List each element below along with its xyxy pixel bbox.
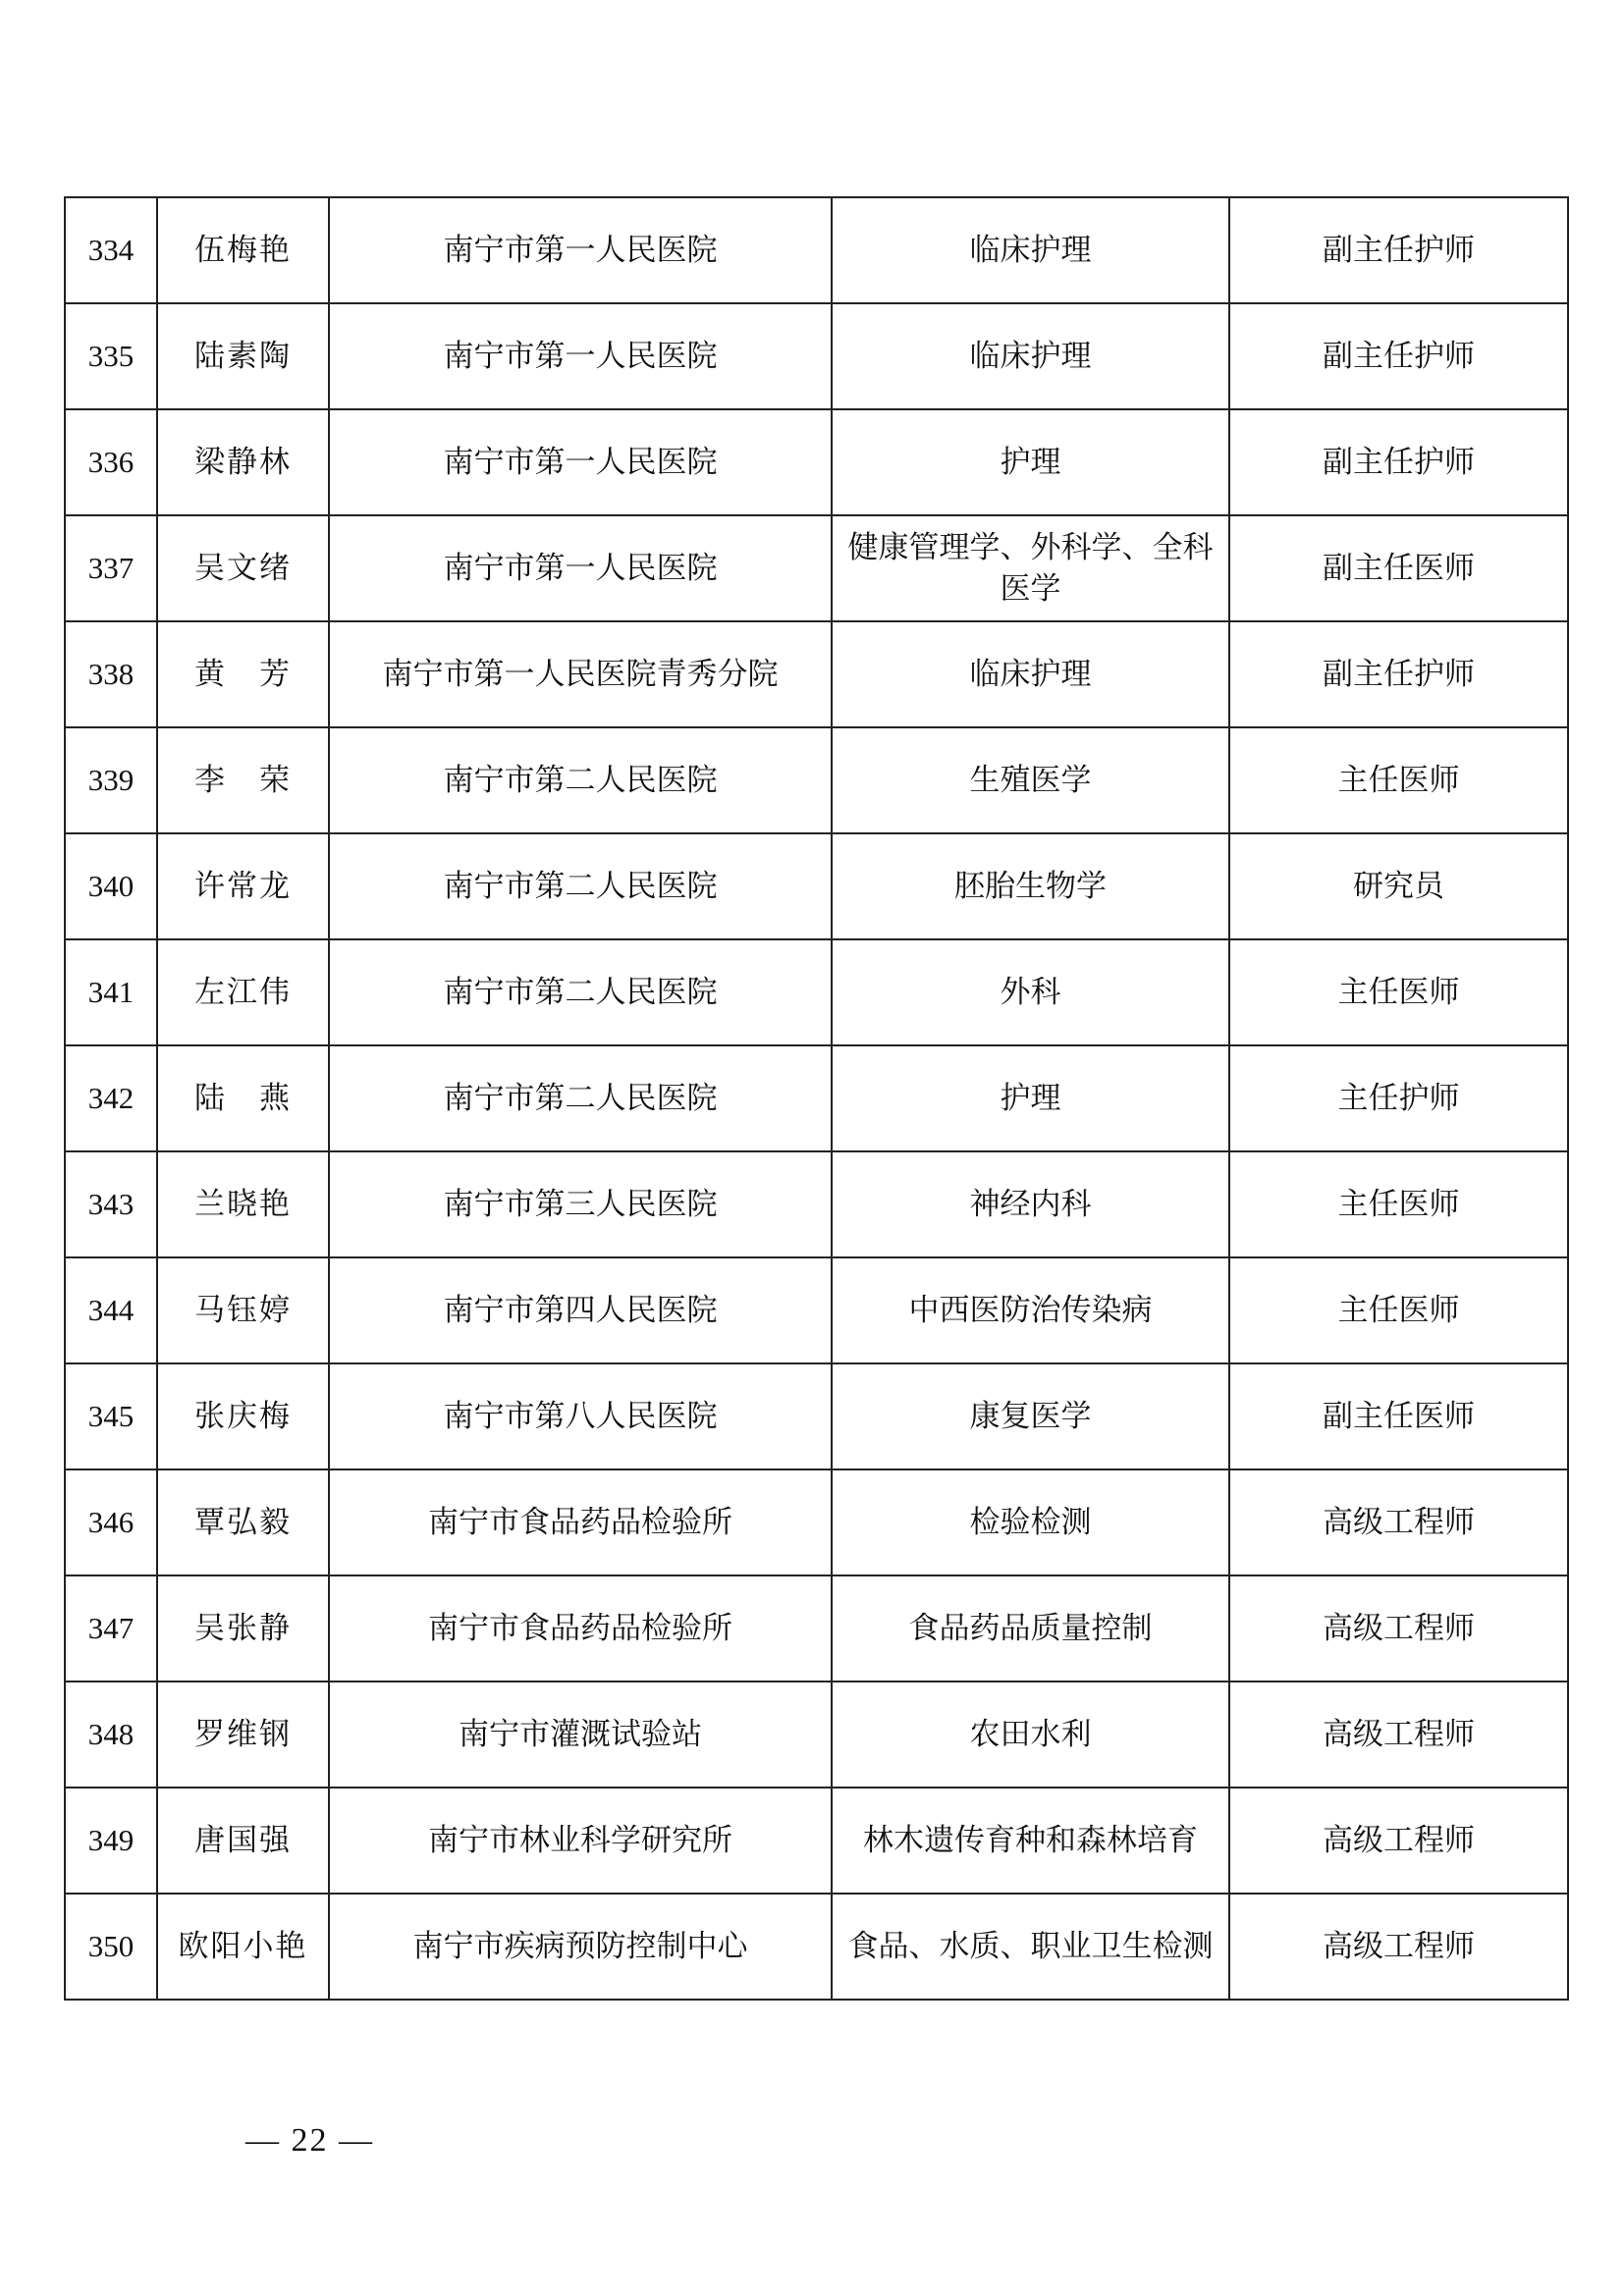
unit-cell: 南宁市食品药品检验所: [329, 1575, 832, 1682]
roster-table: [64, 196, 1569, 2001]
page-number: — 22 —: [245, 2122, 374, 2159]
row-number-cell: 337: [65, 515, 157, 621]
specialty-cell: 食品、水质、职业卫生检测: [832, 1894, 1229, 2000]
unit-cell: 南宁市第三人民医院: [329, 1151, 832, 1257]
row-number-cell: 350: [65, 1894, 157, 2000]
name-cell: 陆 燕: [157, 1045, 329, 1151]
row-number-cell: 338: [65, 621, 157, 727]
table-row: [65, 1151, 1568, 1257]
specialty-cell: 临床护理: [832, 621, 1229, 727]
name-cell: 黄 芳: [157, 621, 329, 727]
table-row: [65, 1894, 1568, 2000]
table-row: [65, 1469, 1568, 1575]
unit-cell: 南宁市食品药品检验所: [329, 1469, 832, 1575]
unit-cell: 南宁市林业科学研究所: [329, 1788, 832, 1894]
name-cell: 梁静林: [157, 409, 329, 515]
row-number-cell: 343: [65, 1151, 157, 1257]
unit-cell: 南宁市灌溉试验站: [329, 1682, 832, 1788]
unit-cell: 南宁市第一人民医院: [329, 303, 832, 409]
specialty-cell: 农田水利: [832, 1682, 1229, 1788]
name-cell: 吴文绪: [157, 515, 329, 621]
title-cell: 研究员: [1229, 833, 1568, 939]
roster-table-body: [65, 197, 1568, 2000]
table-row: [65, 833, 1568, 939]
table-row: [65, 621, 1568, 727]
unit-cell: 南宁市第一人民医院青秀分院: [329, 621, 832, 727]
title-cell: 副主任护师: [1229, 303, 1568, 409]
row-number-cell: 340: [65, 833, 157, 939]
specialty-cell: 健康管理学、外科学、全科医学: [832, 515, 1229, 621]
specialty-cell: 检验检测: [832, 1469, 1229, 1575]
name-cell: 吴张静: [157, 1575, 329, 1682]
title-cell: 高级工程师: [1229, 1469, 1568, 1575]
specialty-cell: 临床护理: [832, 303, 1229, 409]
row-number-cell: 344: [65, 1257, 157, 1363]
title-cell: 主任医师: [1229, 727, 1568, 833]
specialty-cell: 护理: [832, 1045, 1229, 1151]
specialty-cell: 护理: [832, 409, 1229, 515]
table-row: [65, 1045, 1568, 1151]
table-row: [65, 515, 1568, 621]
title-cell: 主任医师: [1229, 1151, 1568, 1257]
title-cell: 副主任医师: [1229, 1363, 1568, 1469]
title-cell: 高级工程师: [1229, 1575, 1568, 1682]
name-cell: 马钰婷: [157, 1257, 329, 1363]
row-number-cell: 336: [65, 409, 157, 515]
specialty-cell: 食品药品质量控制: [832, 1575, 1229, 1682]
specialty-cell: 临床护理: [832, 197, 1229, 303]
title-cell: 副主任护师: [1229, 409, 1568, 515]
table-row: [65, 1363, 1568, 1469]
roster-table-container: [64, 196, 1567, 2001]
row-number-cell: 339: [65, 727, 157, 833]
title-cell: 副主任护师: [1229, 621, 1568, 727]
title-cell: 主任医师: [1229, 1257, 1568, 1363]
specialty-cell: 胚胎生物学: [832, 833, 1229, 939]
name-cell: 伍梅艳: [157, 197, 329, 303]
table-row: [65, 1257, 1568, 1363]
title-cell: 副主任医师: [1229, 515, 1568, 621]
name-cell: 陆素陶: [157, 303, 329, 409]
table-row: [65, 197, 1568, 303]
name-cell: 左江伟: [157, 939, 329, 1045]
row-number-cell: 335: [65, 303, 157, 409]
row-number-cell: 349: [65, 1788, 157, 1894]
unit-cell: 南宁市第一人民医院: [329, 197, 832, 303]
title-cell: 主任护师: [1229, 1045, 1568, 1151]
table-row: [65, 1682, 1568, 1788]
row-number-cell: 345: [65, 1363, 157, 1469]
row-number-cell: 347: [65, 1575, 157, 1682]
name-cell: 李 荣: [157, 727, 329, 833]
name-cell: 唐国强: [157, 1788, 329, 1894]
table-row: [65, 409, 1568, 515]
unit-cell: 南宁市第八人民医院: [329, 1363, 832, 1469]
unit-cell: 南宁市疾病预防控制中心: [329, 1894, 832, 2000]
specialty-cell: 康复医学: [832, 1363, 1229, 1469]
name-cell: 覃弘毅: [157, 1469, 329, 1575]
name-cell: 许常龙: [157, 833, 329, 939]
name-cell: 罗维钢: [157, 1682, 329, 1788]
row-number-cell: 346: [65, 1469, 157, 1575]
table-row: [65, 1575, 1568, 1682]
specialty-cell: 林木遗传育种和森林培育: [832, 1788, 1229, 1894]
row-number-cell: 348: [65, 1682, 157, 1788]
unit-cell: 南宁市第二人民医院: [329, 727, 832, 833]
unit-cell: 南宁市第一人民医院: [329, 409, 832, 515]
unit-cell: 南宁市第二人民医院: [329, 1045, 832, 1151]
specialty-cell: 外科: [832, 939, 1229, 1045]
title-cell: 高级工程师: [1229, 1682, 1568, 1788]
title-cell: 主任医师: [1229, 939, 1568, 1045]
unit-cell: 南宁市第四人民医院: [329, 1257, 832, 1363]
specialty-cell: 生殖医学: [832, 727, 1229, 833]
row-number-cell: 334: [65, 197, 157, 303]
unit-cell: 南宁市第二人民医院: [329, 833, 832, 939]
name-cell: 欧阳小艳: [157, 1894, 329, 2000]
row-number-cell: 341: [65, 939, 157, 1045]
title-cell: 副主任护师: [1229, 197, 1568, 303]
specialty-cell: 神经内科: [832, 1151, 1229, 1257]
name-cell: 兰晓艳: [157, 1151, 329, 1257]
unit-cell: 南宁市第二人民医院: [329, 939, 832, 1045]
table-row: [65, 303, 1568, 409]
table-row: [65, 727, 1568, 833]
table-row: [65, 1788, 1568, 1894]
name-cell: 张庆梅: [157, 1363, 329, 1469]
title-cell: 高级工程师: [1229, 1894, 1568, 2000]
row-number-cell: 342: [65, 1045, 157, 1151]
title-cell: 高级工程师: [1229, 1788, 1568, 1894]
unit-cell: 南宁市第一人民医院: [329, 515, 832, 621]
specialty-cell: 中西医防治传染病: [832, 1257, 1229, 1363]
table-row: [65, 939, 1568, 1045]
